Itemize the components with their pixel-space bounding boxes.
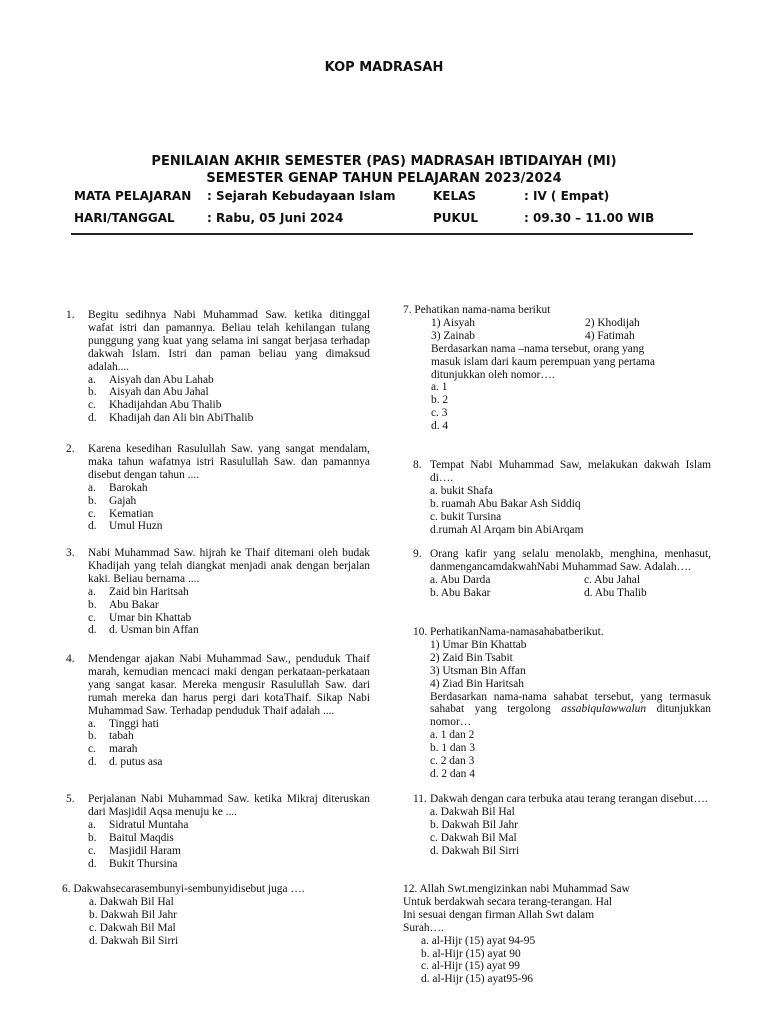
option-c: c. Dakwah Bil Mal (89, 921, 176, 934)
question-text: PerhatikanNama-namasahabatberikut. (430, 626, 604, 638)
name-row: 1) Aisyah 2) Khodijah (431, 316, 640, 329)
question-number: 9. (413, 548, 422, 560)
option-c: c. Masjidil Haram (88, 844, 181, 857)
question-2 (66, 443, 370, 533)
mapel-label: MATA PELAJARAN (74, 189, 192, 203)
option-c: c. marah (88, 743, 138, 756)
option-b: b. Gajah (88, 494, 137, 507)
question-12 (403, 883, 715, 986)
option-d: d. Umul Huzn (88, 520, 163, 533)
question-text: Begitu sedihnya Nabi Muhammad Saw. ketika ditinggal wafat istri dan pamannya. Beliau telah kehilangan tulang punggung yang kuat yang selama ini sangat berjasa terhadap dakwah Islam. Istri dan paman beliau yang dimaksud adalah.... (88, 309, 370, 373)
name-row: 3) Zainab 4) Fatimah (431, 329, 635, 342)
question-text-line: Surah…. (403, 921, 444, 934)
question-text: Orang kafir yang selalu menolakb, menghina, menhasut, danmengancamdakwahNabi Muhammad Saw. Adalah…. (430, 548, 711, 573)
question-number: 2. (66, 443, 75, 455)
option-a: a. Barokah (88, 481, 148, 494)
question-text: 7. Pehatikan nama-nama berikut (403, 304, 551, 316)
question-number: 3. (66, 547, 75, 559)
option-a: a. bukit Shafa (430, 484, 493, 497)
option-b: b. Aisyah dan Abu Jahal (88, 386, 209, 399)
question-text: Tempat Nabi Muhammad Saw, melakukan dakwah Islam di…. (430, 459, 711, 484)
question-11 (413, 793, 711, 858)
question-4 (66, 653, 370, 769)
option-c: c. 2 dan 3 (430, 755, 475, 768)
question-text-2: Berdasarkan nama-nama sahabat tersebut, yang termasuk sahabat yang tergolong assabiqulawwalun ditunjukkan nomor… (430, 690, 711, 729)
question-text-line: 12. Allah Swt.mengizinkan nabi Muhammad Saw (403, 883, 630, 895)
kelas-value: : IV ( Empat) (524, 189, 610, 203)
question-text-2: Berdasarkan nama –nama tersebut, orang yang masuk islam dari kaum perempuan yang pertama ditunjukkan oleh nomor…. (431, 342, 655, 381)
question-text-line: Ini sesuai dengan firman Allah Swt dalam (403, 908, 595, 921)
option-a: a. Tinggi hati (88, 717, 159, 730)
option-b: b. al-Hijr (15) ayat 90 (421, 947, 521, 960)
option-a: a. Aisyah dan Abu Lahab (88, 373, 214, 386)
option-a: a. Sidratul Muntaha (88, 818, 189, 831)
option-d: d. 4 (431, 420, 449, 433)
question-number: 11. (413, 793, 427, 805)
question-text: Mendengar ajakan Nabi Muhammad Saw., penduduk Thaif marah, kemudian mencaci maki dengan perkataan-perkataan yang sangat kasar. Mereka mengusir Rasulullah Saw. dari rumah mereka dan harus pergi dari kotaThaif. Sikap Nabi Muhammad Saw. Terhadap penduduk Thaif adalah .... (88, 653, 370, 717)
question-text: Karena kesedihan Rasulullah Saw. yang sangat mendalam, maka tahun wafatnya istri Rasulullah Saw. dan pamannya disebut dengan tahun .... (88, 443, 370, 481)
name-item: 4) Ziad Bin Haritsah (430, 677, 524, 690)
option-a: a. Dakwah Bil Hal (430, 805, 515, 818)
option-c: c. bukit Tursina (430, 510, 502, 523)
option-d: d. Dakwah Bil Sirri (89, 934, 179, 947)
option-b: b. 2 (431, 394, 449, 407)
option-b: b. Dakwah Bil Jahr (430, 818, 518, 831)
question-7 (403, 304, 715, 433)
question-text: Nabi Muhammad Saw. hijrah ke Thaif ditemani oleh budak Khadijah yang telah diangkat menjadi anak dengan berjalan kaki. Beliau bernama .... (88, 547, 370, 585)
question-8 (413, 459, 711, 536)
name-item: 3) Utsman Bin Affan (430, 664, 526, 677)
option-a: a. Abu Darda (430, 573, 491, 586)
name-item: 2) Zaid Bin Tsabit (430, 651, 513, 664)
option-c: c. al-Hijr (15) ayat 99 (421, 960, 520, 973)
question-text-line: Untuk berdakwah secara terang-terangan. Hal (403, 895, 613, 908)
hari-label: HARI/TANGGAL (74, 211, 175, 225)
option-d: d.rumah Al Arqam bin AbiArqam (430, 523, 584, 536)
option-a: a. Zaid bin Haritsah (88, 585, 189, 598)
option-row (430, 574, 711, 587)
option-c: c. Kematian (88, 507, 154, 520)
question-number: 10. (413, 626, 428, 638)
exam-subtitle: SEMESTER GENAP TAHUN PELAJARAN 2023/2024 (206, 171, 562, 186)
mapel-value: : Sejarah Kebudayaan Islam (207, 189, 396, 203)
option-c: c. Khadijahdan Abu Thalib (88, 399, 222, 412)
option-b: b. Abu Bakar (430, 586, 491, 599)
option-d: d. 2 dan 4 (430, 767, 475, 780)
option-d: d. Abu Thalib (584, 586, 647, 599)
option-a: a. 1 dan 2 (430, 729, 475, 742)
option-b: b. 1 dan 3 (430, 742, 475, 755)
option-a: a. Dakwah Bil Hal (89, 895, 174, 908)
name-item: 1) Umar Bin Khattab (430, 638, 527, 651)
option-c: c. Umar bin Khattab (88, 611, 192, 624)
option-d: d. d. putus asa (88, 756, 163, 769)
question-number: 1. (66, 309, 75, 321)
option-a: a. 1 (431, 381, 448, 394)
kop-madrasah: KOP MADRASAH (324, 60, 444, 75)
hari-value: : Rabu, 05 Juni 2024 (207, 211, 344, 225)
option-b: b. Baitul Maqdis (88, 831, 174, 844)
option-b: b. ruamah Abu Bakar Ash Siddiq (430, 497, 581, 510)
option-d: d. Bukit Thursina (88, 857, 178, 870)
option-a: a. al-Hijr (15) ayat 94-95 (421, 934, 536, 947)
option-b: b. Dakwah Bil Jahr (89, 908, 177, 921)
question-10 (413, 626, 711, 781)
option-d: d. al-Hijr (15) ayat95-96 (421, 973, 533, 986)
pukul-label: PUKUL (433, 211, 479, 225)
question-1 (66, 309, 370, 425)
header-divider (71, 233, 693, 235)
question-number: 8. (413, 459, 422, 471)
option-c: c. 3 (431, 407, 448, 420)
question-6 (62, 883, 372, 948)
question-text: Dakwah dengan cara terbuka atau terang terangan disebut…. (430, 793, 708, 805)
exam-title: PENILAIAN AKHIR SEMESTER (PAS) MADRASAH IBTIDAIYAH (MI) (151, 154, 617, 169)
question-text: Perjalanan Nabi Muhammad Saw. ketika Mikraj diteruskan dari Masjidil Aqsa menuju ke .... (88, 793, 370, 818)
question-number: 4. (66, 653, 75, 665)
question-9 (413, 548, 711, 600)
option-row (430, 587, 711, 600)
question-number: 5. (66, 793, 75, 805)
question-5 (66, 793, 370, 870)
option-d: d. d. Usman bin Affan (88, 624, 199, 637)
pukul-value: : 09.30 – 11.00 WIB (524, 211, 655, 225)
option-d: d. Dakwah Bil Sirri (430, 844, 520, 857)
option-b: b. tabah (88, 730, 134, 743)
option-c: c. Dakwah Bil Mal (430, 831, 517, 844)
question-3 (66, 547, 370, 637)
question-text: 6. Dakwahsecarasembunyi-sembunyidisebut juga …. (62, 883, 305, 895)
kelas-label: KELAS (433, 189, 477, 203)
option-d: d. Khadijah dan Ali bin AbiThalib (88, 412, 254, 425)
option-c: c. Abu Jahal (584, 573, 640, 586)
option-b: b. Abu Bakar (88, 598, 159, 611)
